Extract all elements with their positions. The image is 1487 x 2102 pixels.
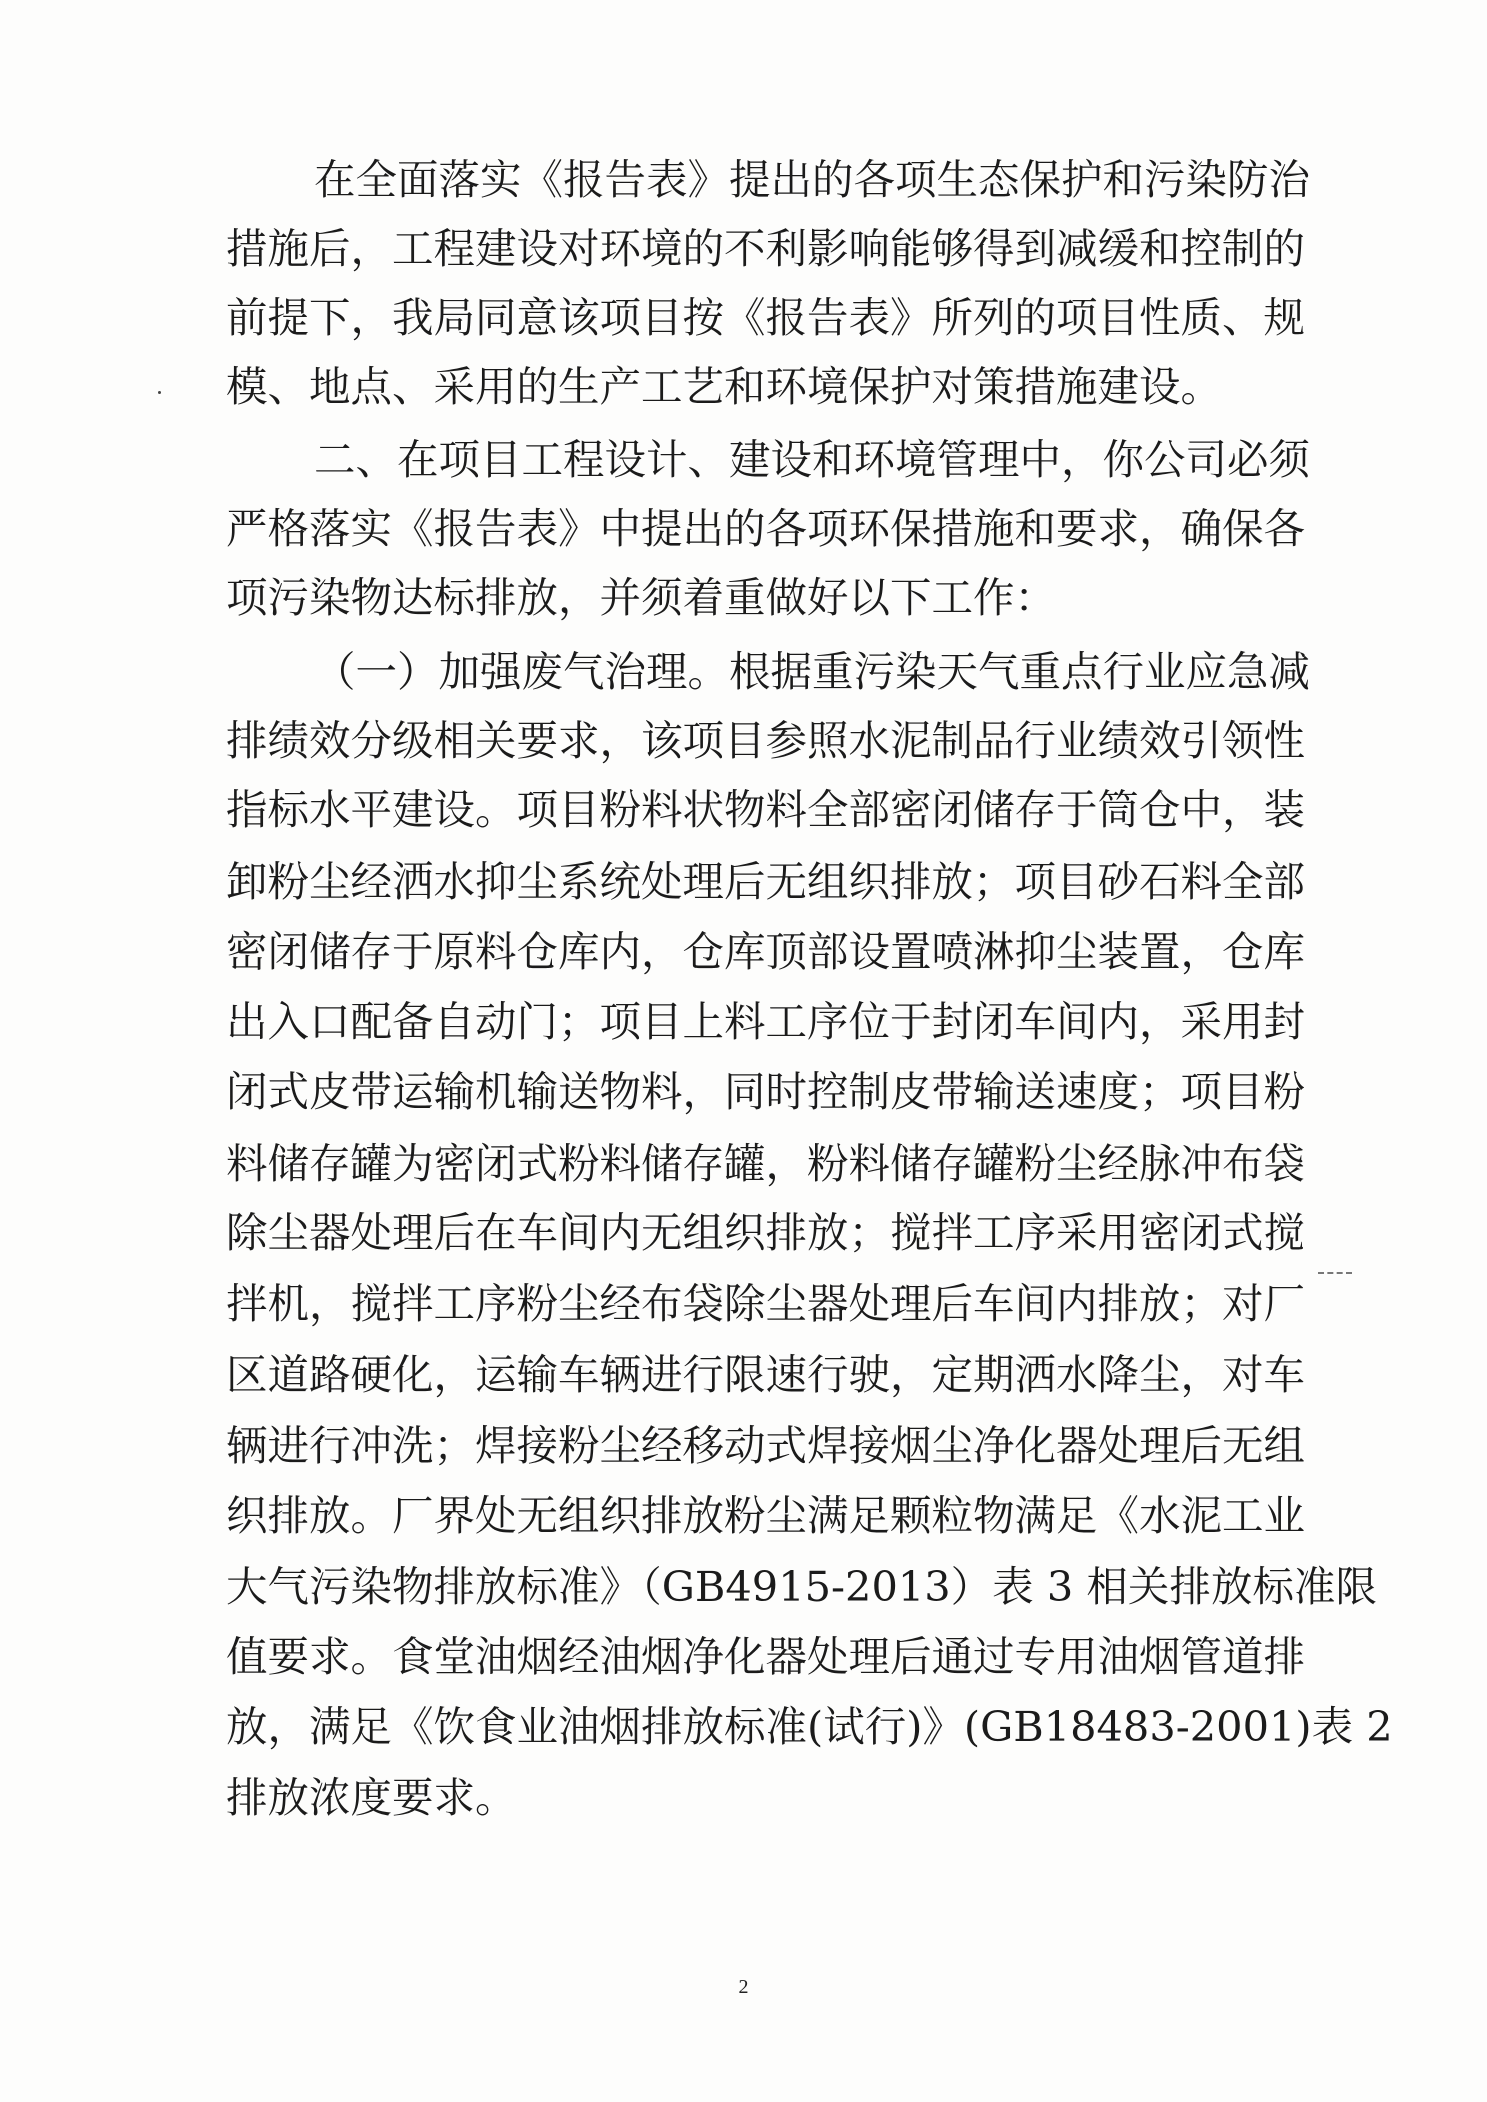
text-line: 拌机，搅拌工序粉尘经布袋除尘器处理后车间内排放；对厂 [226,1279,1306,1328]
text-line: 排放浓度要求。 [226,1773,517,1822]
text-line: 闭式皮带运输机输送物料，同时控制皮带输送速度；项目粉 [226,1067,1306,1116]
text-line: 密闭储存于原料仓库内，仓库顶部设置喷淋抑尘装置，仓库 [226,927,1306,976]
text-line: 措施后，工程建设对环境的不利影响能够得到减缓和控制的 [226,224,1306,273]
text-line: （一）加强废气治理。根据重污染天气重点行业应急减 [314,647,1311,696]
text-line: 出入口配备自动门；项目上料工序位于封闭车间内，采用封 [226,997,1306,1046]
text-line: 辆进行冲洗；焊接粉尘经移动式焊接烟尘净化器处理后无组 [226,1421,1306,1470]
page-number: 2 [738,1976,749,1998]
text-line: 卸粉尘经洒水抑尘系统处理后无组织排放；项目砂石料全部 [226,857,1306,906]
text-line: 大气污染物排放标准》（GB4915-2013）表 3 相关排放标准限 [226,1562,1377,1611]
scan-speck [158,391,161,394]
text-line: 料储存罐为密闭式粉料储存罐，粉料储存罐粉尘经脉冲布袋 [226,1139,1306,1188]
text-line: 放，满足《饮食业油烟排放标准(试行)》(GB18483-2001)表 2 [226,1702,1393,1751]
text-line: 除尘器处理后在车间内无组织排放；搅拌工序采用密闭式搅 [226,1208,1306,1257]
text-line: 二、在项目工程设计、建设和环境管理中，你公司必须 [314,435,1311,484]
text-line: 值要求。食堂油烟经油烟净化器处理后通过专用油烟管道排 [226,1632,1306,1681]
text-line: 模、地点、采用的生产工艺和环境保护对策措施建设。 [226,362,1223,411]
text-line: 织排放。厂界处无组织排放粉尘满足颗粒物满足《水泥工业 [226,1491,1306,1540]
text-line: 排绩效分级相关要求，该项目参照水泥制品行业绩效引领性 [226,716,1306,765]
text-line: 在全面落实《报告表》提出的各项生态保护和污染防治 [314,155,1311,204]
text-line: 严格落实《报告表》中提出的各项环保措施和要求，确保各 [226,504,1306,553]
text-line: 项污染物达标排放，并须着重做好以下工作： [226,573,1057,622]
text-line: 前提下，我局同意该项目按《报告表》所列的项目性质、规 [226,293,1306,342]
text-line: 指标水平建设。项目粉料状物料全部密闭储存于筒仓中，装 [226,785,1306,834]
text-line: 区道路硬化，运输车辆进行限速行驶，定期洒水降尘，对车 [226,1350,1306,1399]
scan-mark [1318,1272,1352,1276]
